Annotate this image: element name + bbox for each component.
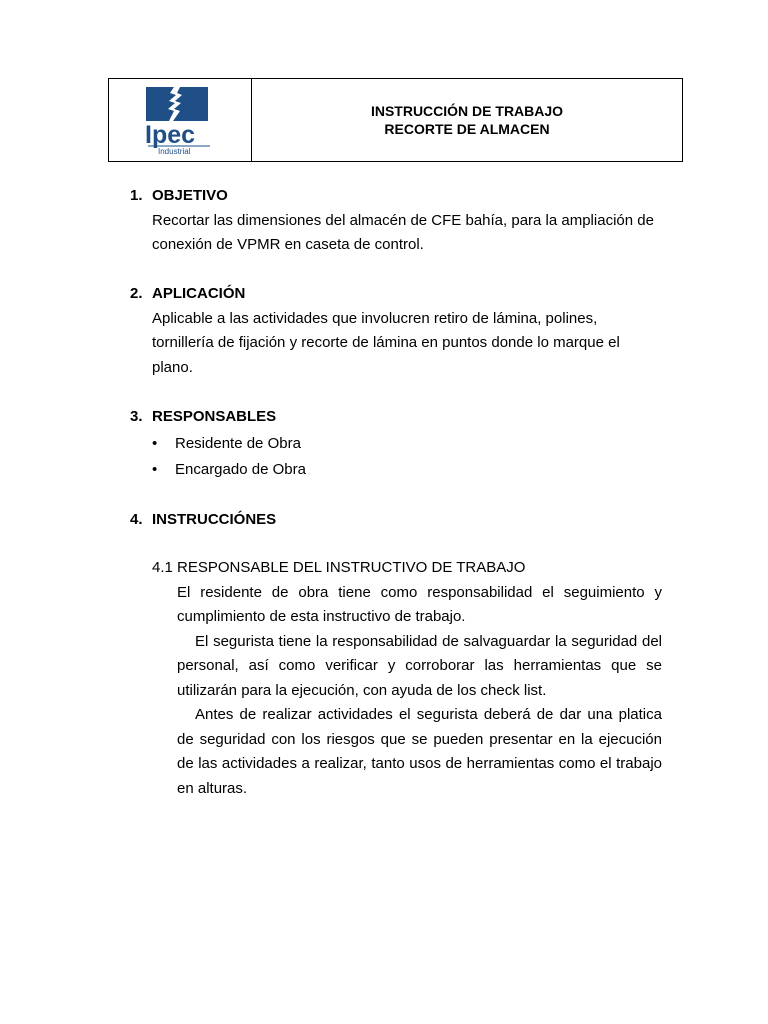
bullet-icon: • <box>152 435 158 452</box>
list-item <box>130 457 662 483</box>
paragraph: El segurista tiene la responsabilidad de salvaguardar la seguridad del personal, así como verificar y corroborar las herramientas que se utilizarán para la ejecución, con ayuda de los check list. <box>177 632 662 699</box>
section-heading <box>130 405 662 430</box>
section-heading <box>130 508 662 533</box>
section-responsables <box>130 405 662 484</box>
section-instrucciones <box>130 508 662 802</box>
section-text: Aplicable a las actividades que involucren retiro de lámina, polines, tornillería de fijación y recorte de lámina en puntos donde lo marque el plano. <box>152 309 620 376</box>
paragraph: Antes de realizar actividades el segurista deberá de dar una platica de seguridad con los riesgos que se pueden presentar en la ejecución de las actividades a realizar, tanto usos de herramientas como el trabajo en alturas. <box>177 706 662 797</box>
section-objetivo <box>130 184 662 258</box>
section-text: Recortar las dimensiones del almacén de CFE bahía, para la ampliación de conexión de VPMR en caseta de control. <box>152 211 654 253</box>
responsables-list <box>130 431 662 483</box>
section-number: 1. <box>130 187 143 204</box>
section-title: APLICACIÓN <box>152 285 246 302</box>
section-heading <box>130 184 662 209</box>
ipec-logo <box>144 85 214 155</box>
document-title <box>252 79 682 161</box>
subsection-body <box>177 581 662 802</box>
list-item <box>130 431 662 457</box>
logo-cell <box>109 79 252 161</box>
title-line-2: RECORTE DE ALMACEN <box>384 121 550 137</box>
subsection-title: 4.1 RESPONSABLE DEL INSTRUCTIVO DE TRABAJO <box>152 559 526 576</box>
logo-subtitle-text: Industrial <box>158 147 191 155</box>
section-number: 4. <box>130 510 143 528</box>
logo-brand-text: Ipec <box>145 121 196 149</box>
paragraph: El residente de obra tiene como responsabilidad el seguimiento y cumplimiento de esta instructivo de trabajo. <box>177 583 662 625</box>
section-heading <box>130 282 662 307</box>
header-table <box>108 78 683 162</box>
section-number: 2. <box>130 285 143 302</box>
section-title: INSTRUCCIÓNES <box>152 510 277 528</box>
subsection-4-1 <box>152 556 662 801</box>
section-title: RESPONSABLES <box>152 407 277 425</box>
title-line-1: INSTRUCCIÓN DE TRABAJO <box>370 103 564 119</box>
section-aplicacion <box>130 282 662 380</box>
section-title: OBJETIVO <box>152 187 228 204</box>
bullet-icon: • <box>152 461 158 478</box>
list-item-text: Residente de Obra <box>175 435 301 452</box>
ipec-logo-graphic <box>144 85 214 155</box>
document-body <box>130 184 662 826</box>
list-item-text: Encargado de Obra <box>175 461 306 478</box>
section-number: 3. <box>130 407 143 425</box>
